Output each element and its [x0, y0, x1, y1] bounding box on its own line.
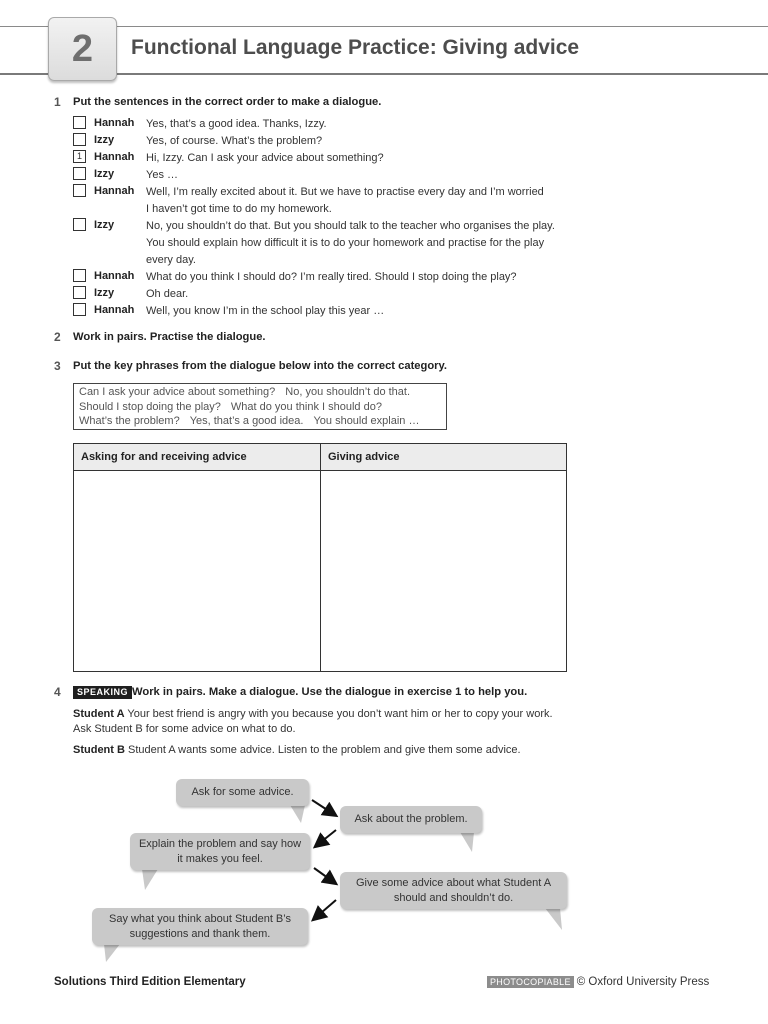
key-phrase: Should I stop doing the play? [79, 400, 221, 413]
key-phrase: Yes, that’s a good idea. [189, 415, 304, 427]
dialogue-line: Well, I’m really excited about it. But we have to practise every day and I’m worried I haven’t got time to do my homework. [146, 186, 544, 215]
speaker-name: Hannah [94, 117, 135, 129]
arrow-right-1 [312, 800, 335, 815]
table-header-giving: Giving advice [321, 444, 566, 471]
speaker-name: Hannah [94, 304, 135, 316]
order-checkbox[interactable] [73, 303, 86, 316]
student-b-paragraph [73, 743, 563, 758]
bubble-tail [545, 908, 562, 930]
order-checkbox[interactable] [73, 269, 86, 282]
exercise-2-instruction: Work in pairs. Practise the dialogue. [73, 331, 266, 343]
speaking-badge: SPEAKING [73, 686, 132, 699]
key-phrases-box [73, 383, 447, 430]
arrow-left-2 [314, 900, 336, 919]
speaker-name: Izzy [94, 287, 115, 299]
dialogue-line: What do you think I should do? I’m really tired. Should I stop doing the play? [146, 271, 517, 283]
arrow-right-2 [314, 868, 335, 883]
exercise-4-number: 4 [54, 685, 61, 699]
table-header-asking: Asking for and receiving advice [74, 444, 320, 471]
student-a-paragraph [73, 707, 563, 737]
order-checkbox[interactable] [73, 184, 86, 197]
exercise-3-number: 3 [54, 359, 61, 373]
key-phrase: What do you think I should do? [230, 400, 382, 413]
answer-cell-giving[interactable] [321, 471, 566, 671]
order-checkbox[interactable] [73, 218, 86, 231]
speaker-name: Hannah [94, 270, 135, 282]
order-checkbox[interactable] [73, 116, 86, 129]
arrow-left-1 [316, 830, 336, 846]
page-title: Functional Language Practice: Giving advice [131, 36, 580, 59]
bubble-tail [104, 944, 120, 962]
bubble-tail [460, 832, 474, 852]
dialogue-line: Hi, Izzy. Can I ask your advice about something? [146, 152, 384, 164]
speech-bubble-ask-problem: Ask about the problem. [340, 806, 482, 833]
exercise-2-number: 2 [54, 330, 61, 344]
exercise-3-instruction: Put the key phrases from the dialogue below into the correct category. [73, 360, 448, 372]
bubble-tail [290, 805, 305, 823]
dialogue-line: No, you shouldn’t do that. But you should talk to the teacher who organises the play. You should explain how difficult it is to do your homework and practise for the play every day. [146, 220, 555, 266]
order-checkbox[interactable]: 1 [73, 150, 86, 163]
speech-bubble-give-advice: Give some advice about what Student A should and shouldn’t do. [340, 872, 567, 909]
exercise-4-instruction: Work in pairs. Make a dialogue. Use the dialogue in exercise 1 to help you. [132, 686, 528, 698]
exercise-1-instruction: Put the sentences in the correct order to make a dialogue. [73, 96, 382, 108]
key-phrase: Can I ask your advice about something? [79, 386, 276, 398]
unit-number-badge: 2 [48, 17, 117, 81]
order-checkbox[interactable] [73, 286, 86, 299]
speaker-name: Hannah [94, 151, 135, 163]
key-phrase: No, you shouldn’t do that. [285, 386, 411, 398]
key-phrase: You should explain … [313, 415, 420, 427]
footer-publisher [487, 976, 709, 988]
speaker-name: Izzy [94, 219, 115, 231]
key-phrase: What’s the problem? [79, 415, 180, 427]
student-b-text: Student A wants some advice. Listen to the problem and give them some advice. [128, 744, 521, 756]
dialogue-line: Yes, of course. What’s the problem? [146, 135, 323, 147]
category-table [73, 443, 567, 672]
speaker-name: Hannah [94, 185, 135, 197]
photocopiable-badge: PHOTOCOPIABLE [487, 976, 574, 988]
dialogue-line: Well, you know I’m in the school play this year … [146, 305, 385, 317]
speaker-name: Izzy [94, 134, 115, 146]
speech-bubble-explain-problem: Explain the problem and say how it makes you feel. [130, 833, 310, 870]
dialogue-line: Oh dear. [146, 288, 189, 300]
student-a-text: Your best friend is angry with you because you don’t want him or her to copy your work. Ask Student B for some advice on what to do. [73, 708, 553, 735]
dialogue-line: Yes, that’s a good idea. Thanks, Izzy. [146, 118, 327, 130]
dialogue-line: Yes … [146, 169, 179, 181]
bubble-tail [142, 869, 158, 890]
student-a-label: Student A [73, 708, 125, 720]
speech-bubble-thank: Say what you think about Student B’s suggestions and thank them. [92, 908, 308, 945]
order-checkbox[interactable] [73, 133, 86, 146]
exercise-1-number: 1 [54, 95, 61, 109]
speech-bubble-ask-advice: Ask for some advice. [176, 779, 309, 806]
answer-cell-asking[interactable] [74, 471, 320, 671]
student-b-label: Student B [73, 744, 125, 756]
speaker-name: Izzy [94, 168, 115, 180]
order-checkbox[interactable] [73, 167, 86, 180]
footer-book-title: Solutions Third Edition Elementary [54, 976, 246, 988]
publisher-name: © Oxford University Press [576, 976, 710, 988]
